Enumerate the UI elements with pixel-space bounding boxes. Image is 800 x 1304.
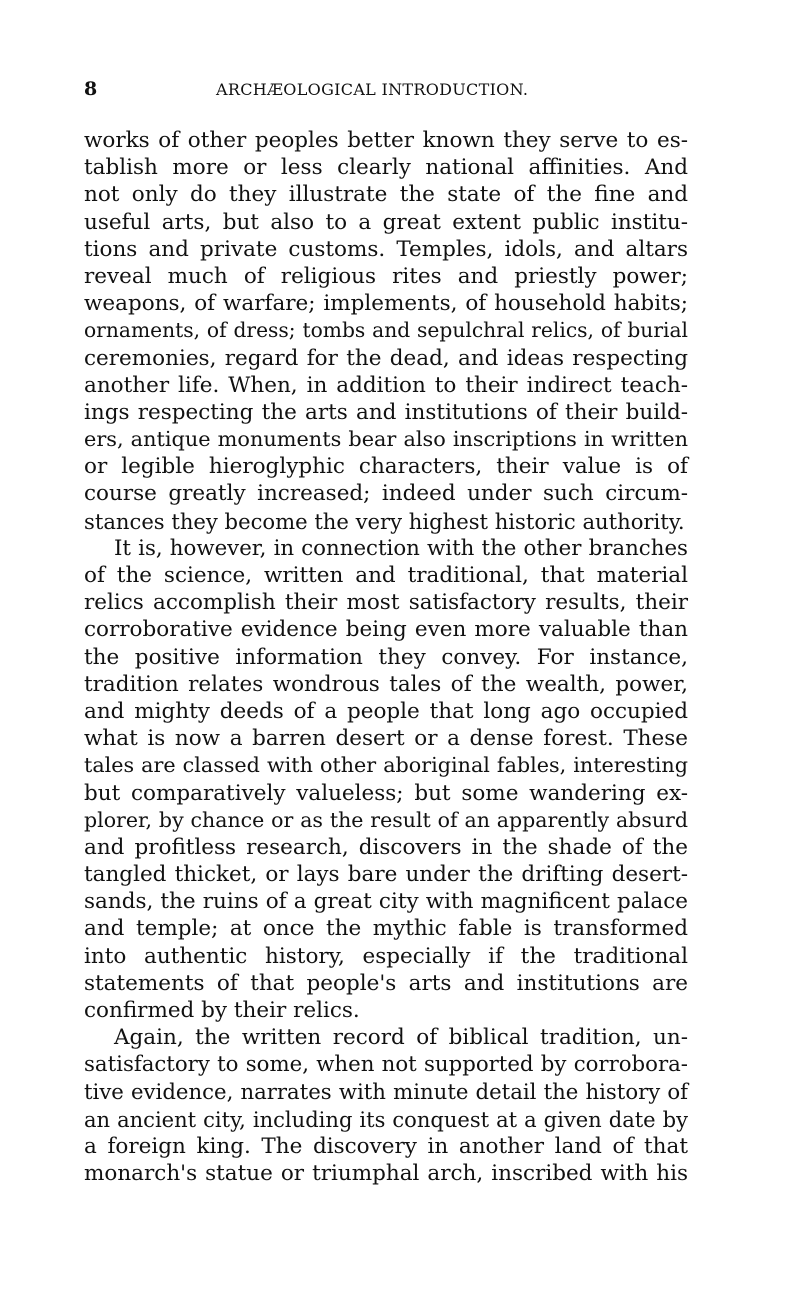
running-title: ARCHÆOLOGICAL INTRODUCTION.	[216, 80, 529, 99]
text-line: tions and private customs. Temples, idols, and altars	[84, 236, 688, 262]
paragraph-end-line: stances they become the very highest historic authority.	[84, 508, 685, 534]
text-line: into authentic history, especially if the traditional	[84, 943, 688, 969]
text-line: tangled thicket, or lays bare under the drifting desert-	[84, 862, 688, 888]
text-line: but comparatively valueless; but some wandering ex-	[84, 780, 688, 806]
text-line: useful arts, but also to a great extent public institu-	[84, 209, 688, 235]
text-line: ceremonies, regard for the dead, and ideas respecting	[84, 345, 688, 371]
text-line: sands, the ruins of a great city with magnificent palace	[84, 889, 688, 915]
text-line: tablish more or less clearly national affinities. And	[84, 155, 688, 181]
text-line: ings respecting the arts and institutions of their build-	[84, 399, 688, 425]
running-head	[84, 78, 684, 106]
text-line: or legible hieroglyphic characters, their value is of	[84, 454, 688, 480]
body-text	[84, 127, 688, 1187]
text-line: satisfactory to some, when not supported by corrobora-	[84, 1052, 688, 1078]
text-line: corroborative evidence being even more valuable than	[84, 617, 688, 643]
paragraph-start-line: It is, however, in connection with the other branches	[114, 535, 688, 561]
text-line: a foreign king. The discovery in another land of that	[84, 1133, 688, 1159]
text-line: and profitless research, discovers in the shade of the	[84, 834, 688, 860]
text-line: ornaments, of dress; tombs and sepulchral relics, of burial	[84, 318, 688, 343]
text-line: course greatly increased; indeed under such circum-	[84, 481, 688, 507]
text-line: relics accomplish their most satisfactory results, their	[84, 590, 688, 616]
text-line: the positive information they convey. For instance,	[84, 644, 688, 670]
text-line: not only do they illustrate the state of the fine and	[84, 182, 688, 208]
text-line: tradition relates wondrous tales of the wealth, power,	[84, 671, 688, 697]
text-line: tive evidence, narrates with minute detail the history of	[84, 1079, 688, 1105]
text-line: statements of that people's arts and institutions are	[84, 970, 688, 996]
text-line: another life. When, in addition to their indirect teach-	[84, 372, 688, 398]
text-line: of the science, written and traditional, that material	[84, 563, 688, 588]
page-number: 8	[84, 78, 98, 100]
paragraph-start-line: Again, the written record of biblical tradition, un-	[114, 1025, 688, 1051]
text-line: and mighty deeds of a people that long ago occupied	[84, 698, 688, 724]
text-line: plorer, by chance or as the result of an apparently absurd	[84, 807, 688, 832]
text-line: works of other peoples better known they serve to es-	[84, 128, 688, 153]
paragraph-end-line: confirmed by their relics.	[84, 998, 360, 1023]
text-line: an ancient city, including its conquest at a given date by	[84, 1106, 688, 1132]
text-line: and temple; at once the mythic fable is transformed	[84, 916, 688, 942]
text-line: ers, antique monuments bear also inscriptions in written	[84, 427, 688, 452]
text-line: tales are classed with other aboriginal fables, interesting	[84, 753, 688, 778]
text-line: weapons, of warfare; implements, of household habits;	[84, 291, 688, 317]
text-line: what is now a barren desert or a dense forest. These	[84, 726, 688, 752]
text-line: reveal much of religious rites and priestly power;	[84, 263, 688, 289]
text-line: monarch's statue or triumphal arch, inscribed with his	[84, 1161, 688, 1187]
